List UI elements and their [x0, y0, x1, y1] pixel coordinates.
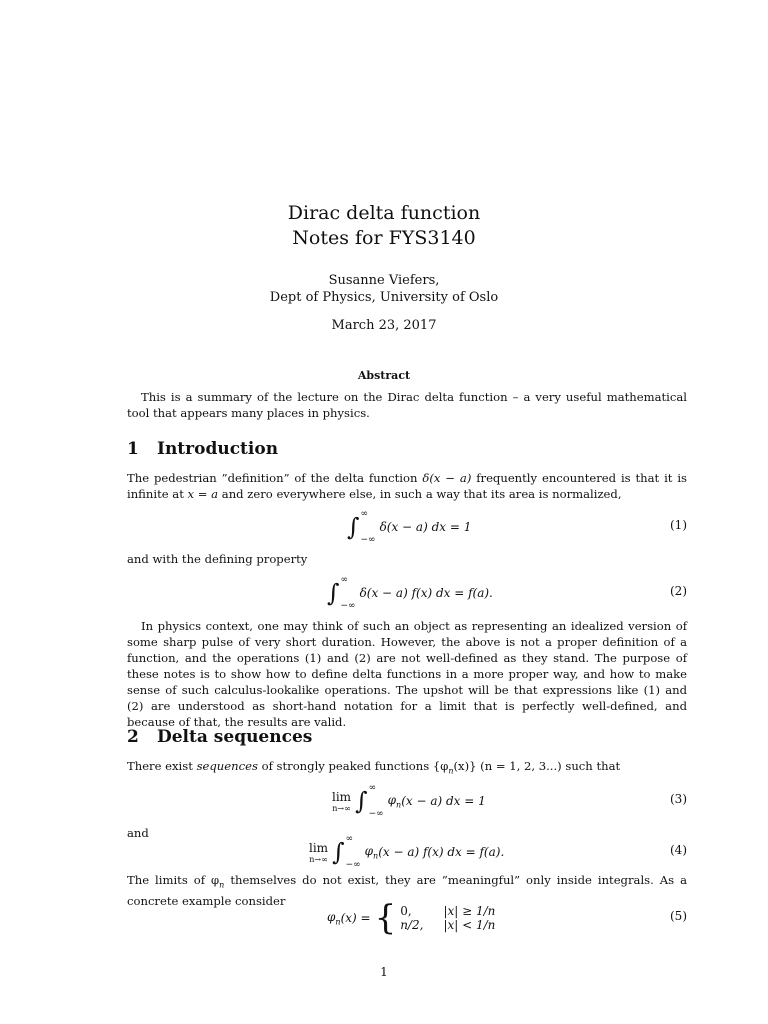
page-number: 1 — [380, 965, 388, 979]
equation-number: (3) — [670, 792, 687, 806]
lower-limit: −∞ — [360, 535, 376, 545]
equation-body: δ(x − a) f(x) dx = f(a). — [359, 586, 493, 600]
text-run: (x)} (n = 1, 2, 3...) such that — [453, 759, 621, 773]
text-run: of strongly peaked functions {φ — [257, 759, 449, 773]
limit-operator — [332, 790, 351, 813]
text-run: themselves do not exist, they are ”meaningful” only inside integrals. As a concrete example consider — [127, 873, 688, 909]
text-run: frequently encountered is that it is infinite at — [127, 471, 688, 501]
section-heading-2 — [127, 727, 312, 747]
integral-sign: ∫ ∞ −∞ — [327, 575, 356, 611]
equation-5: $\varphi_n$ (x) = { 0, |x| ≥ 1/n n/2, |x| < 1/n (5) — [327, 898, 687, 938]
intro-paragraph-1 — [127, 470, 687, 502]
equation-3: lim n→∞ ∫ ∞ −∞ $\varphi_n$ (x − a) dx = 1 (3) — [332, 783, 687, 819]
section-title: Introduction — [157, 439, 279, 459]
intro-paragraph-3: In physics context, one may think of such an object as representing an idealized version of some sharp pulse of very short duration. However, the above is not a proper definition of a function, and the operations (1) and (2) are not well-defined as they stand. The purpose of these notes is to show how to define delta functions in a more proper way, and how to make sense of such calculus-lookalike operations. The upshot will be that expressions like (1) and (2) are understood as short-hand notation for a limit that is perfectly well-defined, and because of that, the results are valid. — [127, 619, 687, 729]
integral-sign: ∫ ∞ −∞ — [332, 834, 361, 870]
delta-paragraph-2: and — [127, 826, 149, 840]
equation-number: (4) — [670, 843, 687, 857]
title-line-1: Dirac delta function — [287, 202, 481, 224]
section-number: 1 — [127, 439, 139, 459]
integral-sign: ∫ ∞ −∞ — [347, 509, 376, 545]
integral-sign: ∫ ∞ −∞ — [355, 783, 384, 819]
case-condition: |x| ≥ 1/n — [443, 904, 496, 918]
paper-date: March 23, 2017 — [331, 318, 437, 333]
abstract-text: This is a summary of the lecture on the Dirac delta function – a very useful mathematical tool that appears many places in physics. — [127, 390, 687, 420]
equation-1 — [127, 507, 687, 547]
upper-limit: ∞ — [368, 783, 377, 793]
lower-limit: −∞ — [340, 601, 356, 611]
title-line-2: Notes for FYS3140 — [292, 227, 476, 249]
left-brace: { — [374, 898, 397, 938]
author-name: Susanne Viefers, — [328, 273, 440, 288]
limit-subscript: n→∞ — [309, 854, 328, 864]
delta-paragraph-1: There exist sequences of strongly peaked functions $\{\varphi_n(x)\} (n = 1$, 2, 3...) such that — [127, 759, 621, 776]
piecewise-cases — [400, 904, 495, 932]
case-value: n/2, — [400, 918, 424, 932]
case-value: 0, — [400, 904, 412, 918]
limit-subscript: n→∞ — [332, 803, 351, 813]
equation-number: (5) — [670, 909, 687, 923]
section-number: 2 — [127, 727, 139, 747]
equation-body: δ(x − a) dx = 1 — [379, 520, 472, 534]
limit-text: lim — [309, 840, 329, 855]
upper-limit: ∞ — [345, 834, 354, 844]
equation-number: (1) — [670, 518, 687, 532]
case-condition: |x| < 1/n — [443, 918, 496, 932]
equation-number: (2) — [670, 584, 687, 598]
delta-paragraph-3: The limits of $\varphi_n$ themselves do not exist, they are ”meaningful” only inside integrals. As a concrete example consider — [127, 873, 688, 909]
section-title: Delta sequences — [157, 727, 313, 747]
equation-4: lim n→∞ ∫ ∞ −∞ $\varphi_n$ (x − a) f(x) dx = f(a). (4) — [309, 834, 687, 870]
math-inline: x = a — [187, 487, 219, 501]
intro-paragraph-2: and with the defining property — [127, 552, 308, 566]
paper-title — [0, 201, 768, 251]
text-run: There exist — [127, 759, 197, 773]
upper-limit: ∞ — [360, 509, 369, 519]
equation-lhs: (x) = — [340, 911, 371, 925]
lower-limit: −∞ — [345, 860, 361, 870]
lower-limit: −∞ — [368, 809, 384, 819]
equation-2 — [127, 573, 687, 613]
text-run: and zero everywhere else, in such a way that its area is normalized, — [218, 487, 622, 501]
limit-operator — [309, 841, 328, 864]
equation-body: (x − a) f(x) dx = f(a). — [378, 845, 505, 859]
section-heading-1 — [127, 439, 278, 459]
author-affiliation: Dept of Physics, University of Oslo — [269, 290, 499, 305]
abstract-heading: Abstract — [357, 369, 411, 382]
math-inline: δ(x − a) — [422, 471, 472, 485]
text-run: The limits of φ — [127, 873, 220, 887]
upper-limit: ∞ — [340, 575, 349, 585]
emphasis: sequences — [196, 759, 258, 773]
limit-text: lim — [332, 789, 352, 804]
author-block — [0, 272, 768, 306]
equation-body: (x − a) dx = 1 — [401, 794, 486, 808]
text-run: The pedestrian ”definition” of the delta function — [127, 471, 423, 485]
